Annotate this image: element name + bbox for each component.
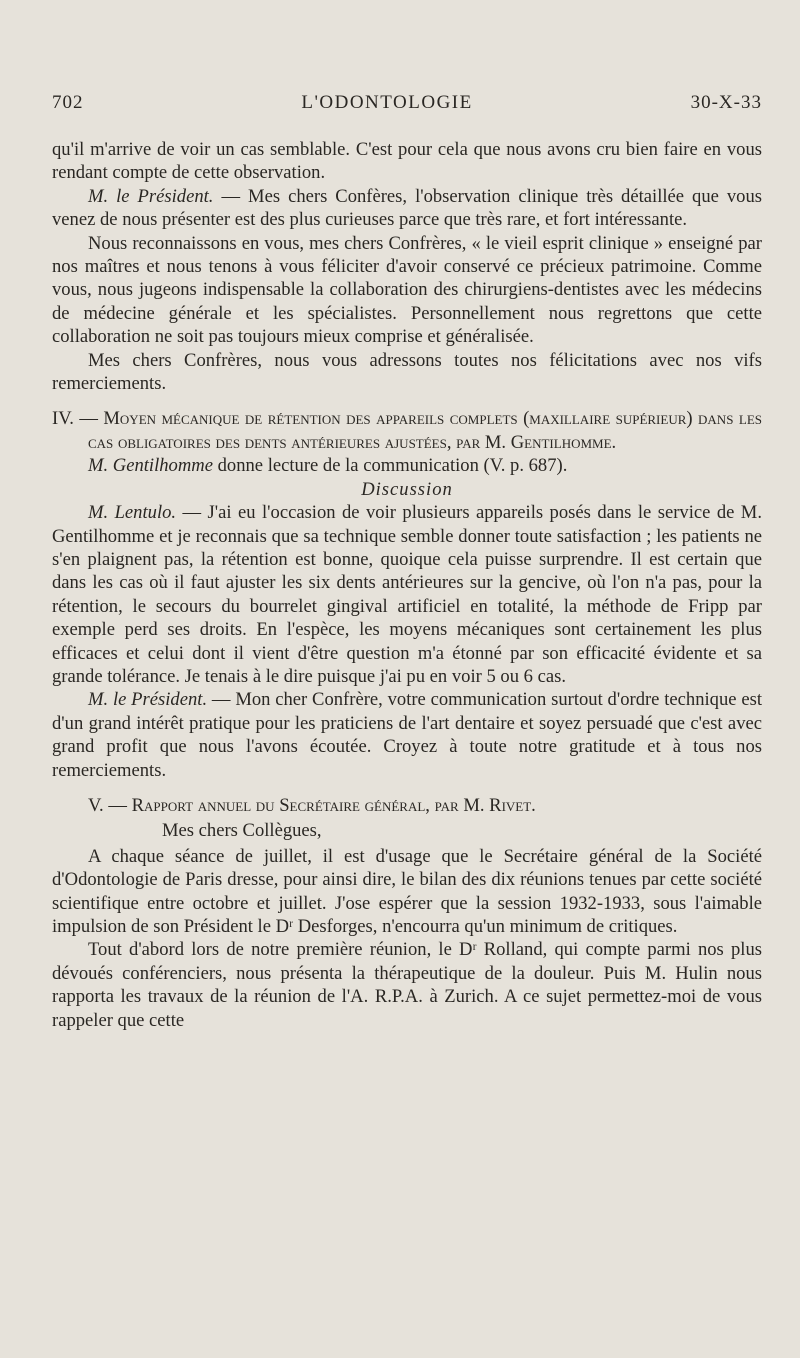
issue-date: 30-X-33 [690, 92, 762, 113]
speech: — Mes chers Confères, l'observation clinique très détaillée que vous venez de nous présenter est des plus curieuses parce que très rare, et fort intéressante. [52, 185, 762, 231]
speaker: M. le Président. [88, 185, 214, 207]
section-heading-v [52, 794, 762, 817]
article-body [52, 138, 762, 1032]
paragraph: Nous reconnaissons en vous, mes chers Confrères, « le vieil esprit clinique » enseigné par nos maîtres et nous tenons à vous féliciter d'avoir conservé ce précieux patrimoine. Comme vous, nous jugeons indispensable la collaboration des chirurgiens-dentistes avec les médecins de médecine générale et les spécialistes. Personnellement nous regrettons que cette collaboration ne soit pas toujours mieux comprise et généralisée. [52, 232, 762, 348]
section-number: V. [88, 794, 104, 816]
speech: — Mon cher Confrère, votre communication surtout d'ordre technique est d'un grand intérêt pratique pour les praticiens de l'art dentaire et soyez persuadé que c'est avec grand profit que nous l'avons écoutée. Croyez à toute notre gratitude et à tous nos remerciements. [52, 689, 762, 781]
speaker: M. Lentulo. [88, 502, 177, 524]
page-number: 702 [52, 92, 84, 113]
paragraph: Mes chers Confrères, nous vous adressons toutes nos félicitations avec nos vifs remerciements. [52, 349, 762, 395]
speech: — J'ai eu l'occasion de voir plusieurs appareils posés dans le service de M. Gentilhomme et je reconnais que sa technique semble donner toute satisfaction ; les patients ne s'en plaignent pas, la rétention est bonne, quoique cela puisse surprendre. Il est certain que dans les cas où il faut ajuster les six dents antérieures sur la gencive, où l'on n'a pas, pour la rétention, le secours du bourrelet gingival artificiel en totalité, la méthode de Fripp par exemple perd ses droits. En l'espèce, les moyens mécaniques sont certainement les plus efficaces et celui dont il vient d'être question m'a étonné par son efficacité évidente et sa grande tolérance. Je tenais à le dire puisque j'ai pu en voir 5 ou 6 cas. [52, 502, 762, 687]
running-header [52, 92, 762, 120]
paragraph: qu'il m'arrive de voir un cas semblable. C'est pour cela que nous avons cru bien faire en vous rendant compte de cette observation. [52, 139, 762, 184]
paragraph [52, 454, 762, 477]
discussion-heading: Discussion [361, 478, 453, 500]
paragraph [52, 688, 762, 782]
paragraph [52, 185, 762, 232]
speaker: M. Gentilhomme [88, 455, 213, 477]
section-heading-iv [52, 407, 762, 454]
section-title: — Rapport annuel du Secrétaire général, par M. Rivet. [103, 794, 536, 816]
section-number: IV. [52, 408, 74, 430]
paragraph [52, 501, 762, 688]
section-title: — Moyen mécanique de rétention des appareils complets (maxillaire supérieur) dans les cas obligatoires des dents antérieures ajustées, par M. Gentilhomme. [73, 408, 762, 453]
paragraph: A chaque séance de juillet, il est d'usage que le Secrétaire général de la Société d'Odontologie de Paris dresse, pour ainsi dire, le bilan des dix réunions tenues par cette société scientifique entre octobre et juillet. J'ose espérer que la session 1932-1933, sous l'aimable impulsion de son Président le Dʳ Desforges, n'encourra qu'un minimum de critiques. [52, 845, 762, 937]
journal-title: L'ODONTOLOGIE [301, 92, 473, 113]
speaker: M. le Président. [88, 689, 208, 711]
speech: donne lecture de la communication (V. p. 687). [212, 455, 568, 477]
salutation: Mes chers Collègues, [162, 820, 322, 842]
paragraph: Tout d'abord lors de notre première réunion, le Dʳ Rolland, qui compte parmi nos plus dévoués conférenciers, nous présenta la thérapeutique de la douleur. Puis M. Hulin nous rapporta les travaux de la réunion de l'A. R.P.A. à Zurich. A ce sujet permettez-moi de vous rappeler que cette [52, 939, 762, 1031]
